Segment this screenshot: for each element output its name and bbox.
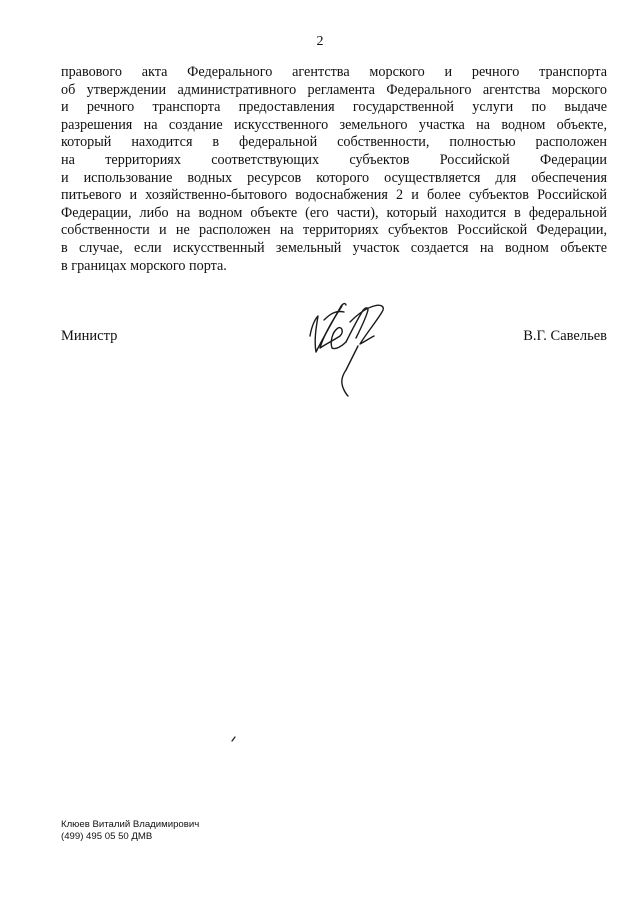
executor-footer bbox=[61, 819, 199, 843]
paragraph-line: на территориях соответствующих субъектов Российской Федерации bbox=[61, 151, 607, 168]
paragraph-line: правового акта Федерального агентства морского и речного транспорта bbox=[61, 64, 607, 80]
paragraph-line: собственности и не расположен на территориях субъектов Российской Федерации, bbox=[61, 222, 607, 239]
letter-paragraph bbox=[61, 64, 607, 275]
signatory-name: В.Г. Савельев bbox=[523, 328, 607, 344]
paragraph-line: и речного транспорта предоставления государственной услуги по выдаче bbox=[61, 99, 607, 116]
paragraph-line: об утверждении административного регламента Федерального агентства морского bbox=[61, 81, 607, 98]
paragraph-line: разрешения на создание искусственного земельного участка на водном объекте, bbox=[61, 116, 607, 133]
handwritten-signature bbox=[304, 296, 400, 398]
paragraph-line: Федерации, либо на водном объекте (его части), который находится в федеральной bbox=[61, 204, 607, 221]
scan-speck bbox=[231, 736, 237, 742]
executor-phone: (499) 495 05 50 ДМВ bbox=[61, 831, 153, 842]
paragraph-line: в случае, если искусственный земельный участок создается на водном объекте bbox=[61, 239, 607, 256]
paragraph-line: питьевого и хозяйственно-бытового водоснабжения 2 и более субъектов Российской bbox=[61, 187, 607, 204]
paragraph-line: который находится в федеральной собственности, полностью расположен bbox=[61, 134, 607, 151]
executor-name: Клюев Виталий Владимирович bbox=[61, 819, 200, 830]
paragraph-line: и использование водных ресурсов которого осуществляется для обеспечения bbox=[61, 169, 607, 186]
signatory-title: Министр bbox=[61, 328, 118, 344]
page-number: 2 bbox=[316, 34, 324, 49]
paragraph-line: в границах морского порта. bbox=[61, 257, 227, 274]
